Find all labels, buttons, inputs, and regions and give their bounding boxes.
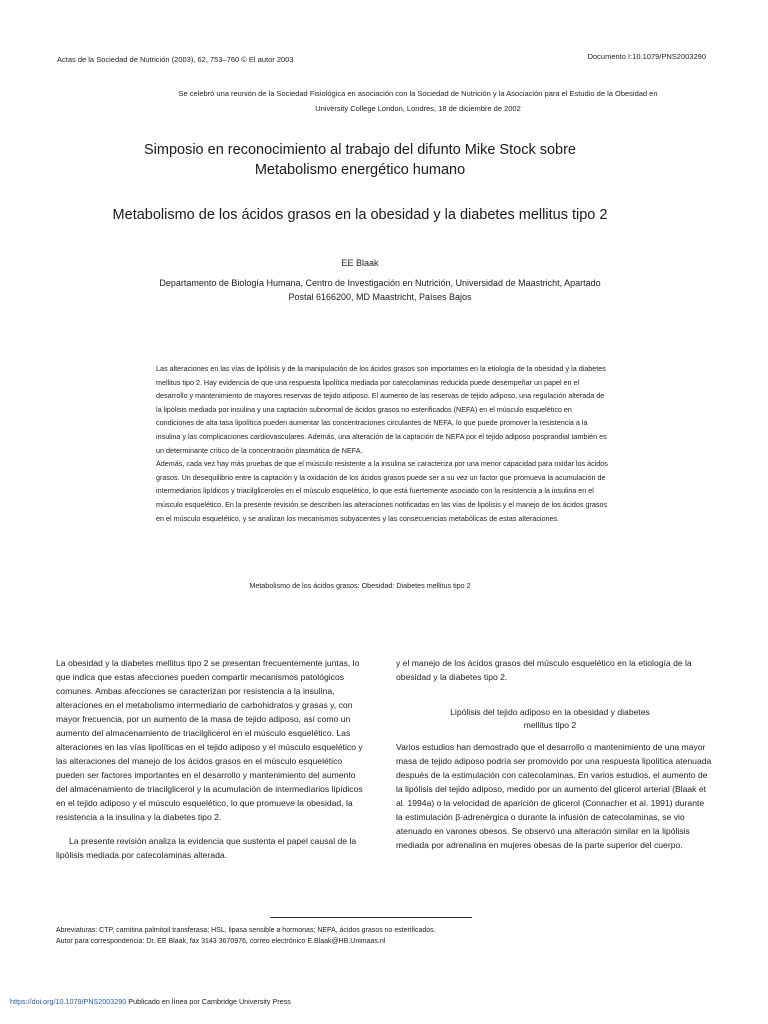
symposium-line2: Metabolismo energético humano [254, 162, 466, 178]
body-column-left [56, 656, 366, 862]
abstract [156, 362, 610, 525]
doi-link[interactable]: https://doi.org/10.1079/PNS2003290 [10, 997, 127, 1006]
paper-title: Metabolismo de los ácidos grasos en la obesidad y la diabetes mellitus tipo 2 [112, 207, 608, 223]
publication-footer [10, 997, 291, 1006]
meeting-note-line1: Se celebró una reunión de la Sociedad Fisiológica en asociación con la Sociedad de Nutrición y la Asociación para el Estudio de la Obesidad en [178, 89, 658, 98]
author-affiliation [110, 276, 650, 304]
abstract-paragraph-1: Las alteraciones en las vías de lipólisis y de la manipulación de los ácidos grasos son importantes en la etiología de la obesidad y la diabetes mellitus tipo 2. Hay evidencia de que una respuesta lipolítica mediada por catecolaminas reducida puede desempeñar un papel en el desarrollo y mantenimiento de mayores reservas de tejido adiposo. El aumento de las reservas de tejido adiposo, una regulación alterada de la lipólisis mediada por insulina y una captación subnormal de ácidos grasos no esterificados (NEFA) en el músculo esquelético en condiciones de alta tasa lipolítica pueden aumentar las concentraciones circulantes de NEFA, lo que puede promover la resistencia a la insulina y las complicaciones cardiovasculares. Además, una alteración de la captación de NEFA por el tejido adiposo posprandial también es un determinante crítico de la concentración plasmática de NEFA. [156, 364, 607, 455]
section-heading-line2: mellitus tipo 2 [523, 720, 577, 730]
symposium-heading [60, 140, 660, 180]
meeting-note-line2: University College London, Londres, 18 de diciembre de 2002 [315, 104, 521, 113]
keywords: Metabolismo de los ácidos grasos: Obesidad: Diabetes mellitus tipo 2 [249, 581, 471, 590]
document-doi: Documento I:10.1079/PNS2003290 [587, 52, 706, 61]
affiliation-line2: Postal 6166200, MD Maastricht, Países Bajos [288, 292, 472, 302]
journal-citation: Actas de la Sociedad de Nutrición (2003), 62, 753–760 © El autor 2003 [57, 55, 294, 64]
affiliation-line1: Departamento de Biología Humana, Centro de Investigación en Nutrición, Universidad de Maastricht, Apartado [159, 278, 601, 288]
meeting-note [148, 86, 688, 116]
body-column-right [396, 740, 712, 852]
footnote-divider [270, 917, 472, 918]
footnote-correspondence: Autor para correspondencia: Dr. EE Blaak, fax 3143 3670976, correo electrónico E.Blaak@HB.Unimaas.nl [56, 938, 386, 945]
body-paragraph-review: La presente revisión analiza la evidencia que sustenta el papel causal de la lipólisis mediada por catecolaminas alterada. [56, 836, 357, 860]
symposium-line1: Simposio en reconocimiento al trabajo del difunto Mike Stock sobre [143, 142, 576, 158]
publisher-note: Publicado en línea por Cambridge University Press [126, 997, 291, 1006]
footnote-abbreviations: Abreviaturas: CTP, carnitina palmitoil transferasa; HSL, lipasa sensible a hormonas; NEFA, ácidos grasos no esterificados. [56, 927, 436, 934]
section-heading [410, 706, 690, 732]
body-paragraph-intro: La obesidad y la diabetes mellitus tipo 2 se presentan frecuentemente juntas, lo que indica que estas afecciones pueden compartir mecanismos patológicos comunes. Ambas afecciones se caracterizan por resistencia a la insulina, alteraciones en el metabolismo intermediario de carbohidratos y grasas y, con mayor frecuencia, por un aumento de la masa de tejido adiposo, así como un aumento del almacenamiento de triacilglicerol en el músculo esquelético. Las alteraciones en las vías lipolíticas en el tejido adiposo y el músculo esquelético y las alteraciones del manejo de los ácidos grasos en el músculo esquelético pueden ser factores importantes en el desarrollo y mantenimiento del aumento del almacenamiento de triacilglicerol y la acumulación de intermediarios lipídicos en el tejido adiposo y el músculo esquelético, lo que promueve la obesidad, la resistencia a la insulina y la diabetes tipo 2. [56, 658, 363, 822]
section-heading-line1: Lipólisis del tejido adiposo en la obesidad y diabetes [450, 707, 650, 717]
footnotes [56, 925, 696, 947]
author-name: EE Blaak [341, 258, 379, 268]
abstract-paragraph-2: Además, cada vez hay más pruebas de que el músculo resistente a la insulina se caracteriza por una menor capacidad para oxidar los ácidos grasos. Un desequilibrio entre la captación y la oxidación de los ácidos grasos puede ser a su vez un factor que promueva la acumulación de intermediarios lipídicos y triacilgliceroles en el músculo esquelético, lo que está fuertemente asociado con la resistencia a la insulina en el músculo esquelético. En la presente revisión se describen las alteraciones notificadas en las vías de lipólisis y el manejo de los ácidos grasos en el músculo esquelético, y se analizan los mecanismos subyacentes y las consecuencias metabólicas de estas alteraciones. [156, 459, 608, 523]
body-column-right-continuation [396, 656, 710, 684]
body-paragraph-lipolysis: Varios estudios han demostrado que el desarrollo o mantenimiento de una mayor masa de tejido adiposo podría ser promovido por una respuesta lipolítica atenuada después de la estimulación con catecolaminas. En varios estudios, el aumento de la lipólisis del tejido adiposo, medido por un aumento del glicerol arterial (Blaak et al. 1994a) o la velocidad de aparición de glicerol (Connacher et al. 1991) durante la estimulación β-adrenérgica o durante la infusión de catecolaminas, se vio atenuado en varones obesos. Se observó una alteración similar en la lipólisis mediada por adrenalina en mujeres obesas de la parte superior del cuerpo. [396, 742, 712, 850]
body-paragraph-continuation: y el manejo de los ácidos grasos del músculo esquelético en la etiología de la obesidad y la diabetes tipo 2. [396, 658, 692, 682]
